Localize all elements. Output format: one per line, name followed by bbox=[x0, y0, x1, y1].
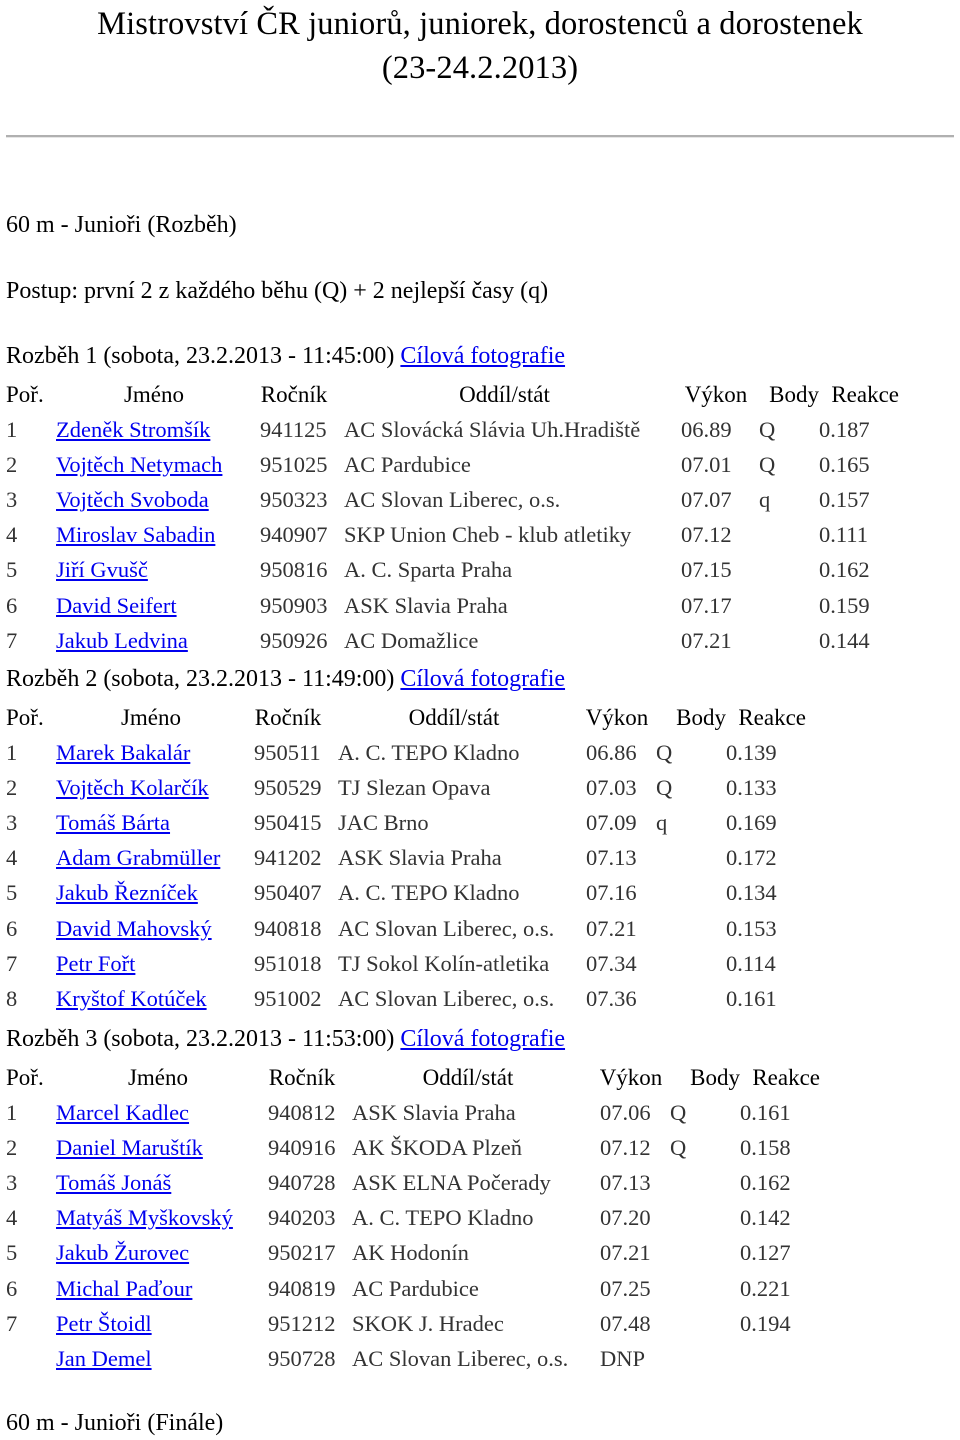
cell-performance: 07.06 bbox=[600, 1099, 651, 1125]
table-row bbox=[6, 1165, 820, 1200]
cell-club: ASK Slavia Praha bbox=[344, 592, 508, 618]
cell-birth: 940818 bbox=[254, 915, 322, 941]
col-header-club: Oddíl/stát bbox=[408, 704, 500, 730]
table-row bbox=[6, 841, 806, 876]
cell-club: ASK ELNA Počerady bbox=[352, 1169, 551, 1195]
cell-birth: 951018 bbox=[254, 950, 322, 976]
cell-birth: 951025 bbox=[260, 451, 328, 477]
cell-name bbox=[56, 1236, 260, 1271]
cell-qualification bbox=[656, 946, 726, 981]
cell-club: ASK Slavia Praha bbox=[338, 845, 502, 871]
page-title-line1: Mistrovství ČR juniorů, juniorek, dorostenců a dorostenek bbox=[97, 6, 863, 42]
cell-performance: 07.15 bbox=[681, 557, 732, 583]
cell-name bbox=[56, 1130, 260, 1165]
table-row bbox=[6, 946, 806, 981]
table-row bbox=[6, 1271, 820, 1306]
cell-club: AK ŠKODA Plzeň bbox=[352, 1134, 523, 1160]
cell-birth: 941125 bbox=[260, 416, 327, 442]
cell-performance: 07.07 bbox=[681, 486, 732, 512]
cell-birth: 950529 bbox=[254, 774, 322, 800]
cell-name bbox=[56, 1095, 260, 1130]
cell-birth: 950415 bbox=[254, 809, 322, 835]
cell-club: AC Pardubice bbox=[352, 1275, 479, 1301]
table-row bbox=[6, 876, 806, 911]
cell-birth: 950323 bbox=[260, 486, 328, 512]
cell-performance: 07.03 bbox=[586, 774, 637, 800]
cell-position bbox=[6, 1341, 56, 1376]
col-header-pos: Poř. bbox=[6, 704, 44, 730]
cell-performance: 07.16 bbox=[586, 880, 637, 906]
col-header-pos: Poř. bbox=[6, 1064, 44, 1090]
cell-name bbox=[56, 588, 252, 623]
cell-qualification: Q bbox=[656, 739, 673, 765]
athlete-name-link[interactable]: Vojtěch Kolarčík bbox=[56, 774, 209, 800]
cell-name bbox=[56, 518, 252, 553]
cell-reaction: 0.162 bbox=[740, 1169, 791, 1195]
cell-qualification bbox=[759, 518, 819, 553]
heat-title: Rozběh 1 (sobota, 23.2.2013 - 11:45:00) bbox=[6, 343, 395, 369]
athlete-name-link[interactable]: Matyáš Myškovský bbox=[56, 1205, 233, 1231]
cell-club: SKOK J. Hradec bbox=[352, 1310, 504, 1336]
horizontal-rule bbox=[6, 135, 954, 138]
cell-name bbox=[56, 482, 252, 517]
cell-qualification bbox=[759, 553, 819, 588]
athlete-name-link[interactable]: Miroslav Sabadin bbox=[56, 522, 216, 548]
cell-name bbox=[56, 841, 246, 876]
results-table-heat-2 bbox=[6, 700, 806, 1017]
table-row bbox=[6, 981, 806, 1016]
cell-club: A. C. TEPO Kladno bbox=[338, 880, 520, 906]
final-event-title: 60 m - Junioři (Finále) bbox=[6, 1410, 224, 1436]
athlete-name-link[interactable]: Petr Fořt bbox=[56, 950, 136, 976]
cell-reaction: 0.194 bbox=[740, 1310, 791, 1336]
cell-reaction: 0.133 bbox=[726, 774, 777, 800]
cell-performance: 07.20 bbox=[600, 1205, 651, 1231]
athlete-name-link[interactable]: Tomáš Bárta bbox=[56, 809, 171, 835]
table-row bbox=[6, 588, 899, 623]
table-row bbox=[6, 735, 806, 770]
heat-title: Rozběh 2 (sobota, 23.2.2013 - 11:49:00) bbox=[6, 666, 395, 692]
col-header-reaction: Reakce bbox=[752, 1064, 820, 1090]
cell-birth: 940812 bbox=[268, 1099, 336, 1125]
col-header-perf: Výkon bbox=[599, 1064, 663, 1090]
cell-position: 8 bbox=[6, 985, 18, 1011]
cell-performance: 06.86 bbox=[586, 739, 637, 765]
cell-qualification: q bbox=[759, 486, 771, 512]
cell-name bbox=[56, 981, 246, 1016]
heat-header-1 bbox=[6, 341, 565, 371]
col-header-points: Body bbox=[690, 1064, 740, 1090]
finish-photo-link[interactable]: Cílová fotografie bbox=[400, 666, 566, 692]
cell-reaction bbox=[740, 1341, 820, 1376]
cell-qualification bbox=[656, 911, 726, 946]
cell-performance: 07.21 bbox=[600, 1240, 651, 1266]
cell-club: ASK Slavia Praha bbox=[352, 1099, 516, 1125]
cell-club: A. C. Sparta Praha bbox=[344, 557, 513, 583]
heat-title: Rozběh 3 (sobota, 23.2.2013 - 11:53:00) bbox=[6, 1026, 395, 1052]
table-row bbox=[6, 770, 806, 805]
qualification-rule: Postup: první 2 z každého běhu (Q) + 2 nejlepší časy (q) bbox=[6, 278, 549, 304]
cell-performance: 07.36 bbox=[586, 985, 637, 1011]
cell-reaction: 0.114 bbox=[726, 950, 776, 976]
athlete-name-link[interactable]: Jiří Gvušč bbox=[56, 557, 148, 583]
col-header-perf: Výkon bbox=[684, 381, 748, 407]
athlete-name-link[interactable]: Jakub Ledvina bbox=[56, 627, 188, 653]
col-header-name: Jméno bbox=[127, 1064, 189, 1090]
athlete-name-link[interactable]: Vojtěch Svoboda bbox=[56, 486, 209, 512]
cell-club: JAC Brno bbox=[338, 809, 429, 835]
cell-reaction: 0.159 bbox=[819, 592, 870, 618]
cell-position: 4 bbox=[6, 845, 18, 871]
table-row bbox=[6, 1341, 820, 1376]
cell-performance: 07.13 bbox=[586, 845, 637, 871]
athlete-name-link[interactable]: Marcel Kadlec bbox=[56, 1099, 190, 1125]
cell-position: 2 bbox=[6, 451, 18, 477]
col-header-name: Jméno bbox=[123, 381, 185, 407]
cell-name bbox=[56, 876, 246, 911]
table-row bbox=[6, 1236, 820, 1271]
cell-position: 5 bbox=[6, 1240, 18, 1266]
athlete-name-link[interactable]: Jan Demel bbox=[56, 1345, 152, 1371]
cell-qualification bbox=[670, 1271, 740, 1306]
cell-performance: 06.89 bbox=[681, 416, 732, 442]
cell-name bbox=[56, 911, 246, 946]
cell-qualification bbox=[670, 1165, 740, 1200]
col-header-birth: Ročník bbox=[260, 381, 328, 407]
cell-position: 2 bbox=[6, 1134, 18, 1160]
cell-reaction: 0.162 bbox=[819, 557, 870, 583]
cell-position: 5 bbox=[6, 557, 18, 583]
table-row bbox=[6, 1201, 820, 1236]
cell-position: 7 bbox=[6, 950, 18, 976]
cell-position: 6 bbox=[6, 592, 18, 618]
cell-club: SKP Union Cheb - klub atletiky bbox=[344, 522, 632, 548]
table-row bbox=[6, 518, 899, 553]
col-header-birth: Ročník bbox=[268, 1064, 336, 1090]
athlete-name-link[interactable]: Kryštof Kotúček bbox=[56, 985, 207, 1011]
heat-header-3 bbox=[6, 1024, 565, 1054]
table-row bbox=[6, 447, 899, 482]
athlete-name-link[interactable]: Marek Bakalár bbox=[56, 739, 191, 765]
table-header-row bbox=[6, 1060, 820, 1095]
athlete-name-link[interactable]: David Mahovský bbox=[56, 915, 212, 941]
cell-reaction: 0.161 bbox=[740, 1099, 791, 1125]
athlete-name-link[interactable]: Daniel Maruštík bbox=[56, 1134, 203, 1160]
cell-position: 4 bbox=[6, 522, 18, 548]
page-title-line2: (23-24.2.2013) bbox=[381, 50, 579, 86]
col-header-points: Body bbox=[676, 704, 726, 730]
athlete-name-link[interactable]: Tomáš Jonáš bbox=[56, 1169, 172, 1195]
cell-position: 3 bbox=[6, 486, 18, 512]
event-title: 60 m - Junioři (Rozběh) bbox=[6, 212, 237, 238]
cell-position: 2 bbox=[6, 774, 18, 800]
cell-birth: 950926 bbox=[260, 627, 328, 653]
cell-qualification: Q bbox=[656, 774, 673, 800]
cell-qualification bbox=[670, 1236, 740, 1271]
cell-name bbox=[56, 447, 252, 482]
cell-performance: 07.09 bbox=[586, 809, 637, 835]
finish-photo-link[interactable]: Cílová fotografie bbox=[400, 1026, 566, 1052]
cell-reaction: 0.142 bbox=[740, 1205, 791, 1231]
cell-qualification: Q bbox=[759, 451, 776, 477]
cell-club: AC Slovan Liberec, o.s. bbox=[352, 1345, 569, 1371]
col-header-name: Jméno bbox=[120, 704, 182, 730]
cell-reaction: 0.158 bbox=[740, 1134, 791, 1160]
cell-name bbox=[56, 623, 252, 658]
cell-qualification: q bbox=[656, 809, 668, 835]
table-row bbox=[6, 1306, 820, 1341]
cell-position: 6 bbox=[6, 915, 18, 941]
cell-qualification bbox=[656, 841, 726, 876]
col-header-club: Oddíl/stát bbox=[459, 381, 550, 407]
table-row bbox=[6, 482, 899, 517]
col-header-points: Body bbox=[769, 381, 819, 407]
cell-reaction: 0.144 bbox=[819, 627, 870, 653]
athlete-name-link[interactable]: Adam Grabmüller bbox=[56, 845, 221, 871]
cell-club: TJ Slezan Opava bbox=[338, 774, 491, 800]
cell-position: 3 bbox=[6, 1169, 18, 1195]
cell-name bbox=[56, 946, 246, 981]
cell-birth: 950407 bbox=[254, 880, 322, 906]
athlete-name-link[interactable]: David Seifert bbox=[56, 592, 177, 618]
cell-club: TJ Sokol Kolín-atletika bbox=[338, 950, 550, 976]
cell-qualification bbox=[759, 623, 819, 658]
cell-qualification bbox=[759, 588, 819, 623]
cell-performance: 07.12 bbox=[681, 522, 732, 548]
col-header-reaction: Reakce bbox=[831, 381, 899, 407]
cell-club: AC Pardubice bbox=[344, 451, 471, 477]
cell-name bbox=[56, 412, 252, 447]
col-header-club: Oddíl/stát bbox=[422, 1064, 514, 1090]
cell-name bbox=[56, 735, 246, 770]
cell-name bbox=[56, 1271, 260, 1306]
table-row bbox=[6, 911, 806, 946]
athlete-name-link[interactable]: Jakub Řezníček bbox=[56, 880, 198, 906]
cell-reaction: 0.157 bbox=[819, 486, 870, 512]
cell-club: AC Slovan Liberec, o.s. bbox=[338, 985, 555, 1011]
cell-reaction: 0.127 bbox=[740, 1240, 791, 1266]
cell-club: A. C. TEPO Kladno bbox=[338, 739, 520, 765]
col-header-reaction: Reakce bbox=[738, 704, 806, 730]
table-header-row bbox=[6, 700, 806, 735]
cell-qualification: Q bbox=[670, 1099, 687, 1125]
col-header-birth: Ročník bbox=[254, 704, 322, 730]
cell-birth: 950511 bbox=[254, 739, 321, 765]
results-table-heat-1 bbox=[6, 377, 899, 658]
athlete-name-link[interactable]: Michal Paďour bbox=[56, 1275, 193, 1301]
cell-reaction: 0.169 bbox=[726, 809, 777, 835]
cell-club: AC Slovácká Slávia Uh.Hradiště bbox=[344, 416, 641, 442]
cell-name bbox=[56, 1341, 260, 1376]
cell-position: 4 bbox=[6, 1205, 18, 1231]
cell-club: AC Slovan Liberec, o.s. bbox=[338, 915, 555, 941]
col-header-perf: Výkon bbox=[585, 704, 649, 730]
cell-position: 1 bbox=[6, 416, 18, 442]
cell-club: A. C. TEPO Kladno bbox=[352, 1205, 534, 1231]
cell-birth: 950816 bbox=[260, 557, 328, 583]
page-title bbox=[0, 0, 960, 90]
cell-position: 7 bbox=[6, 627, 18, 653]
cell-reaction: 0.165 bbox=[819, 451, 870, 477]
cell-reaction: 0.134 bbox=[726, 880, 777, 906]
cell-birth: 951002 bbox=[254, 985, 322, 1011]
cell-performance: 07.17 bbox=[681, 592, 732, 618]
cell-qualification: Q bbox=[759, 416, 776, 442]
cell-position: 1 bbox=[6, 739, 18, 765]
cell-birth: 940819 bbox=[268, 1275, 336, 1301]
finish-photo-link[interactable]: Cílová fotografie bbox=[400, 343, 566, 369]
athlete-name-link[interactable]: Vojtěch Netymach bbox=[56, 451, 223, 477]
cell-reaction: 0.111 bbox=[819, 522, 868, 548]
heat-header-2 bbox=[6, 664, 565, 694]
cell-birth: 951212 bbox=[268, 1310, 336, 1336]
col-header-pos: Poř. bbox=[6, 381, 44, 407]
cell-birth: 940203 bbox=[268, 1205, 336, 1231]
cell-qualification bbox=[656, 876, 726, 911]
cell-name bbox=[56, 1201, 260, 1236]
cell-name bbox=[56, 1306, 260, 1341]
cell-reaction: 0.153 bbox=[726, 915, 777, 941]
cell-qualification bbox=[670, 1201, 740, 1236]
table-row bbox=[6, 412, 899, 447]
cell-performance: 07.21 bbox=[681, 627, 732, 653]
cell-qualification bbox=[670, 1306, 740, 1341]
cell-reaction: 0.187 bbox=[819, 416, 870, 442]
results-table-heat-3 bbox=[6, 1060, 820, 1377]
cell-performance: 07.21 bbox=[586, 915, 637, 941]
cell-performance: 07.25 bbox=[600, 1275, 651, 1301]
cell-birth: 950728 bbox=[268, 1345, 336, 1371]
table-row bbox=[6, 805, 806, 840]
athlete-name-link[interactable]: Petr Štoidl bbox=[56, 1310, 152, 1336]
cell-qualification: Q bbox=[670, 1134, 687, 1160]
cell-qualification bbox=[656, 981, 726, 1016]
cell-reaction: 0.161 bbox=[726, 985, 777, 1011]
cell-performance: 07.01 bbox=[681, 451, 732, 477]
cell-birth: 940728 bbox=[268, 1169, 336, 1195]
cell-performance: 07.48 bbox=[600, 1310, 651, 1336]
cell-reaction: 0.221 bbox=[740, 1275, 791, 1301]
cell-reaction: 0.139 bbox=[726, 739, 777, 765]
table-row bbox=[6, 623, 899, 658]
cell-position: 3 bbox=[6, 809, 18, 835]
table-row bbox=[6, 553, 899, 588]
athlete-name-link[interactable]: Zdeněk Stromšík bbox=[56, 416, 211, 442]
cell-performance: 07.12 bbox=[600, 1134, 651, 1160]
cell-position: 1 bbox=[6, 1099, 18, 1125]
cell-position: 5 bbox=[6, 880, 18, 906]
cell-performance: 07.13 bbox=[600, 1169, 651, 1195]
cell-reaction: 0.172 bbox=[726, 845, 777, 871]
cell-club: AC Domažlice bbox=[344, 627, 479, 653]
athlete-name-link[interactable]: Jakub Žurovec bbox=[56, 1240, 190, 1266]
table-header-row bbox=[6, 377, 899, 412]
cell-position: 7 bbox=[6, 1310, 18, 1336]
cell-club: AK Hodonín bbox=[352, 1240, 469, 1266]
cell-position: 6 bbox=[6, 1275, 18, 1301]
cell-name bbox=[56, 770, 246, 805]
cell-club: AC Slovan Liberec, o.s. bbox=[344, 486, 561, 512]
cell-name bbox=[56, 553, 252, 588]
cell-birth: 941202 bbox=[254, 845, 322, 871]
table-row bbox=[6, 1095, 820, 1130]
cell-birth: 950903 bbox=[260, 592, 328, 618]
cell-qualification bbox=[670, 1341, 740, 1376]
cell-performance: 07.34 bbox=[586, 950, 637, 976]
cell-name bbox=[56, 1165, 260, 1200]
cell-birth: 950217 bbox=[268, 1240, 336, 1266]
cell-birth: 940916 bbox=[268, 1134, 336, 1160]
table-row bbox=[6, 1130, 820, 1165]
cell-name bbox=[56, 805, 246, 840]
cell-performance: DNP bbox=[600, 1345, 646, 1371]
cell-birth: 940907 bbox=[260, 522, 328, 548]
